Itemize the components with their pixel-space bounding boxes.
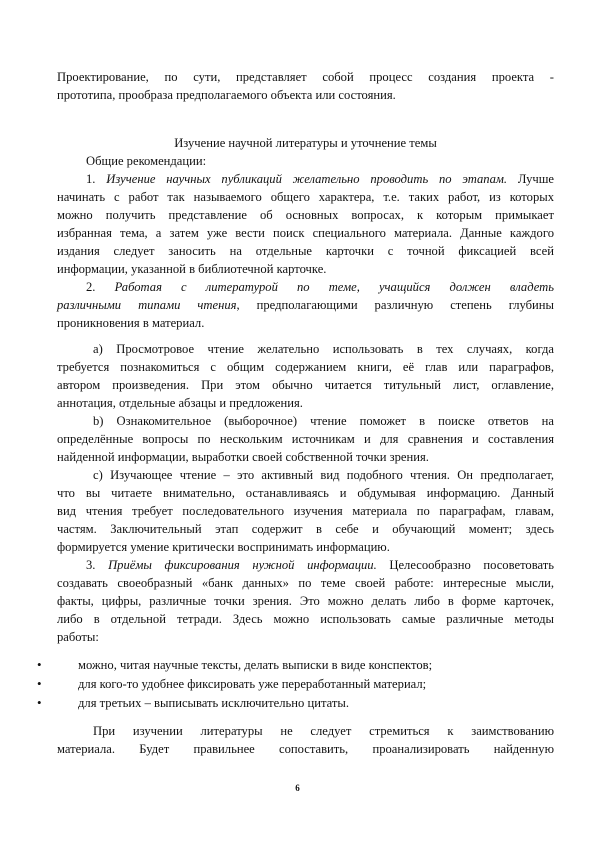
list-item: • для третьих – выписывать исключительно цитаты. [37,695,349,710]
general-recommendations: Общие рекомендации: [86,154,207,168]
text-line: аннотация, отдельные абзацы и предложения. [57,396,303,410]
reading-type-a [57,340,554,412]
section-title: Изучение научной литературы и уточнение темы [174,136,437,150]
text-line: факты, цифры, различные точки зрения. Это можно делать либо в форме карточек, [57,594,554,608]
intro-paragraph [57,68,554,104]
text-line: При изучении литературы не следует стремиться к заимствованию [93,724,554,738]
text-line: информации, указанной в библиотечной карточке. [57,262,327,276]
text-line: Проектирование, по сути, представляет собой процесс создания проекта - [57,70,554,84]
text-line: вид чтения требует последовательного изучения материала по параграфам, главам, [57,504,554,518]
text-line: создавать своеобразный «банк данных» по теме своей работе: интересные мысли, [57,576,554,590]
text-line: издания следует заносить на отдельные карточки с точной фиксацией всей [57,244,554,258]
reading-type-c [57,466,554,556]
text-line: требуется познакомиться с общим содержанием книги, её глав или параграфов, [57,360,554,374]
text-line: проникновения в материал. [57,316,205,330]
text-line: 3. Приёмы фиксирования нужной информации. Целесообразно посоветовать [86,558,554,572]
reading-type-b [57,412,554,466]
text-line: найденной информации, выработки своей собственной точки зрения. [57,450,429,464]
text-line: прототипа, прообраза предполагаемого объекта или состояния. [57,88,396,102]
text-line: различными типами чтения, предполагающими различную степень глубины [57,298,554,312]
text-line: материала. Будет правильнее сопоставить, проанализировать найденную [57,742,554,756]
text-line: автором произведения. При этом обычно читается титульный лист, оглавление, [57,378,554,392]
item-1-paragraph [57,170,554,278]
bullet-icon: • [37,676,42,691]
list-item: • для кого-то удобнее фиксировать уже переработанный материал; [37,676,427,691]
text-line: либо в отдельной тетради. Здесь можно использовать самые различные методы [57,612,554,626]
list-item: • можно, читая научные тексты, делать выписки в виде конспектов; [37,657,433,672]
text-line: частям. Заключительный этап содержит в себе и обучающий момент; здесь [57,522,554,536]
text-line: c) Изучающее чтение – это активный вид подобного чтения. Он предполагает, [93,468,554,482]
item-2-paragraph [57,278,554,332]
text-line: начинать с работ так называемого общего характера, т.е. таких работ, из которых [57,190,554,204]
text-line: a) Просмотровое чтение желательно использовать в тех случаях, когда [93,342,554,356]
text-line: формируется умение критически воспринимать информацию. [57,540,390,554]
bullet-icon: • [37,695,42,710]
text-line: b) Ознакомительное (выборочное) чтение поможет в поиске ответов на [93,414,554,428]
text-line: работы: [57,630,99,644]
text-line: определённые вопросы по нескольким источникам и для сравнения и составления [57,432,554,446]
bullet-icon: • [37,657,42,672]
text-line: 2. Работая с литературой по теме, учащийся должен владеть [86,280,555,294]
text-line: избранная тема, а затем уже вести поиск специального материала. Данные каждого [57,226,554,240]
text-line: можно получить представление об основных вопросах, к которым примыкает [57,208,554,222]
page-number: 6 [295,783,300,793]
text-line: 1. Изучение научных публикаций желательно проводить по этапам. Лучше [86,172,555,186]
closing-paragraph [57,722,554,758]
item-3-paragraph [57,556,554,646]
text-line: что вы читаете внимательно, останавливаясь и обдумывая информацию. Данный [57,486,554,500]
